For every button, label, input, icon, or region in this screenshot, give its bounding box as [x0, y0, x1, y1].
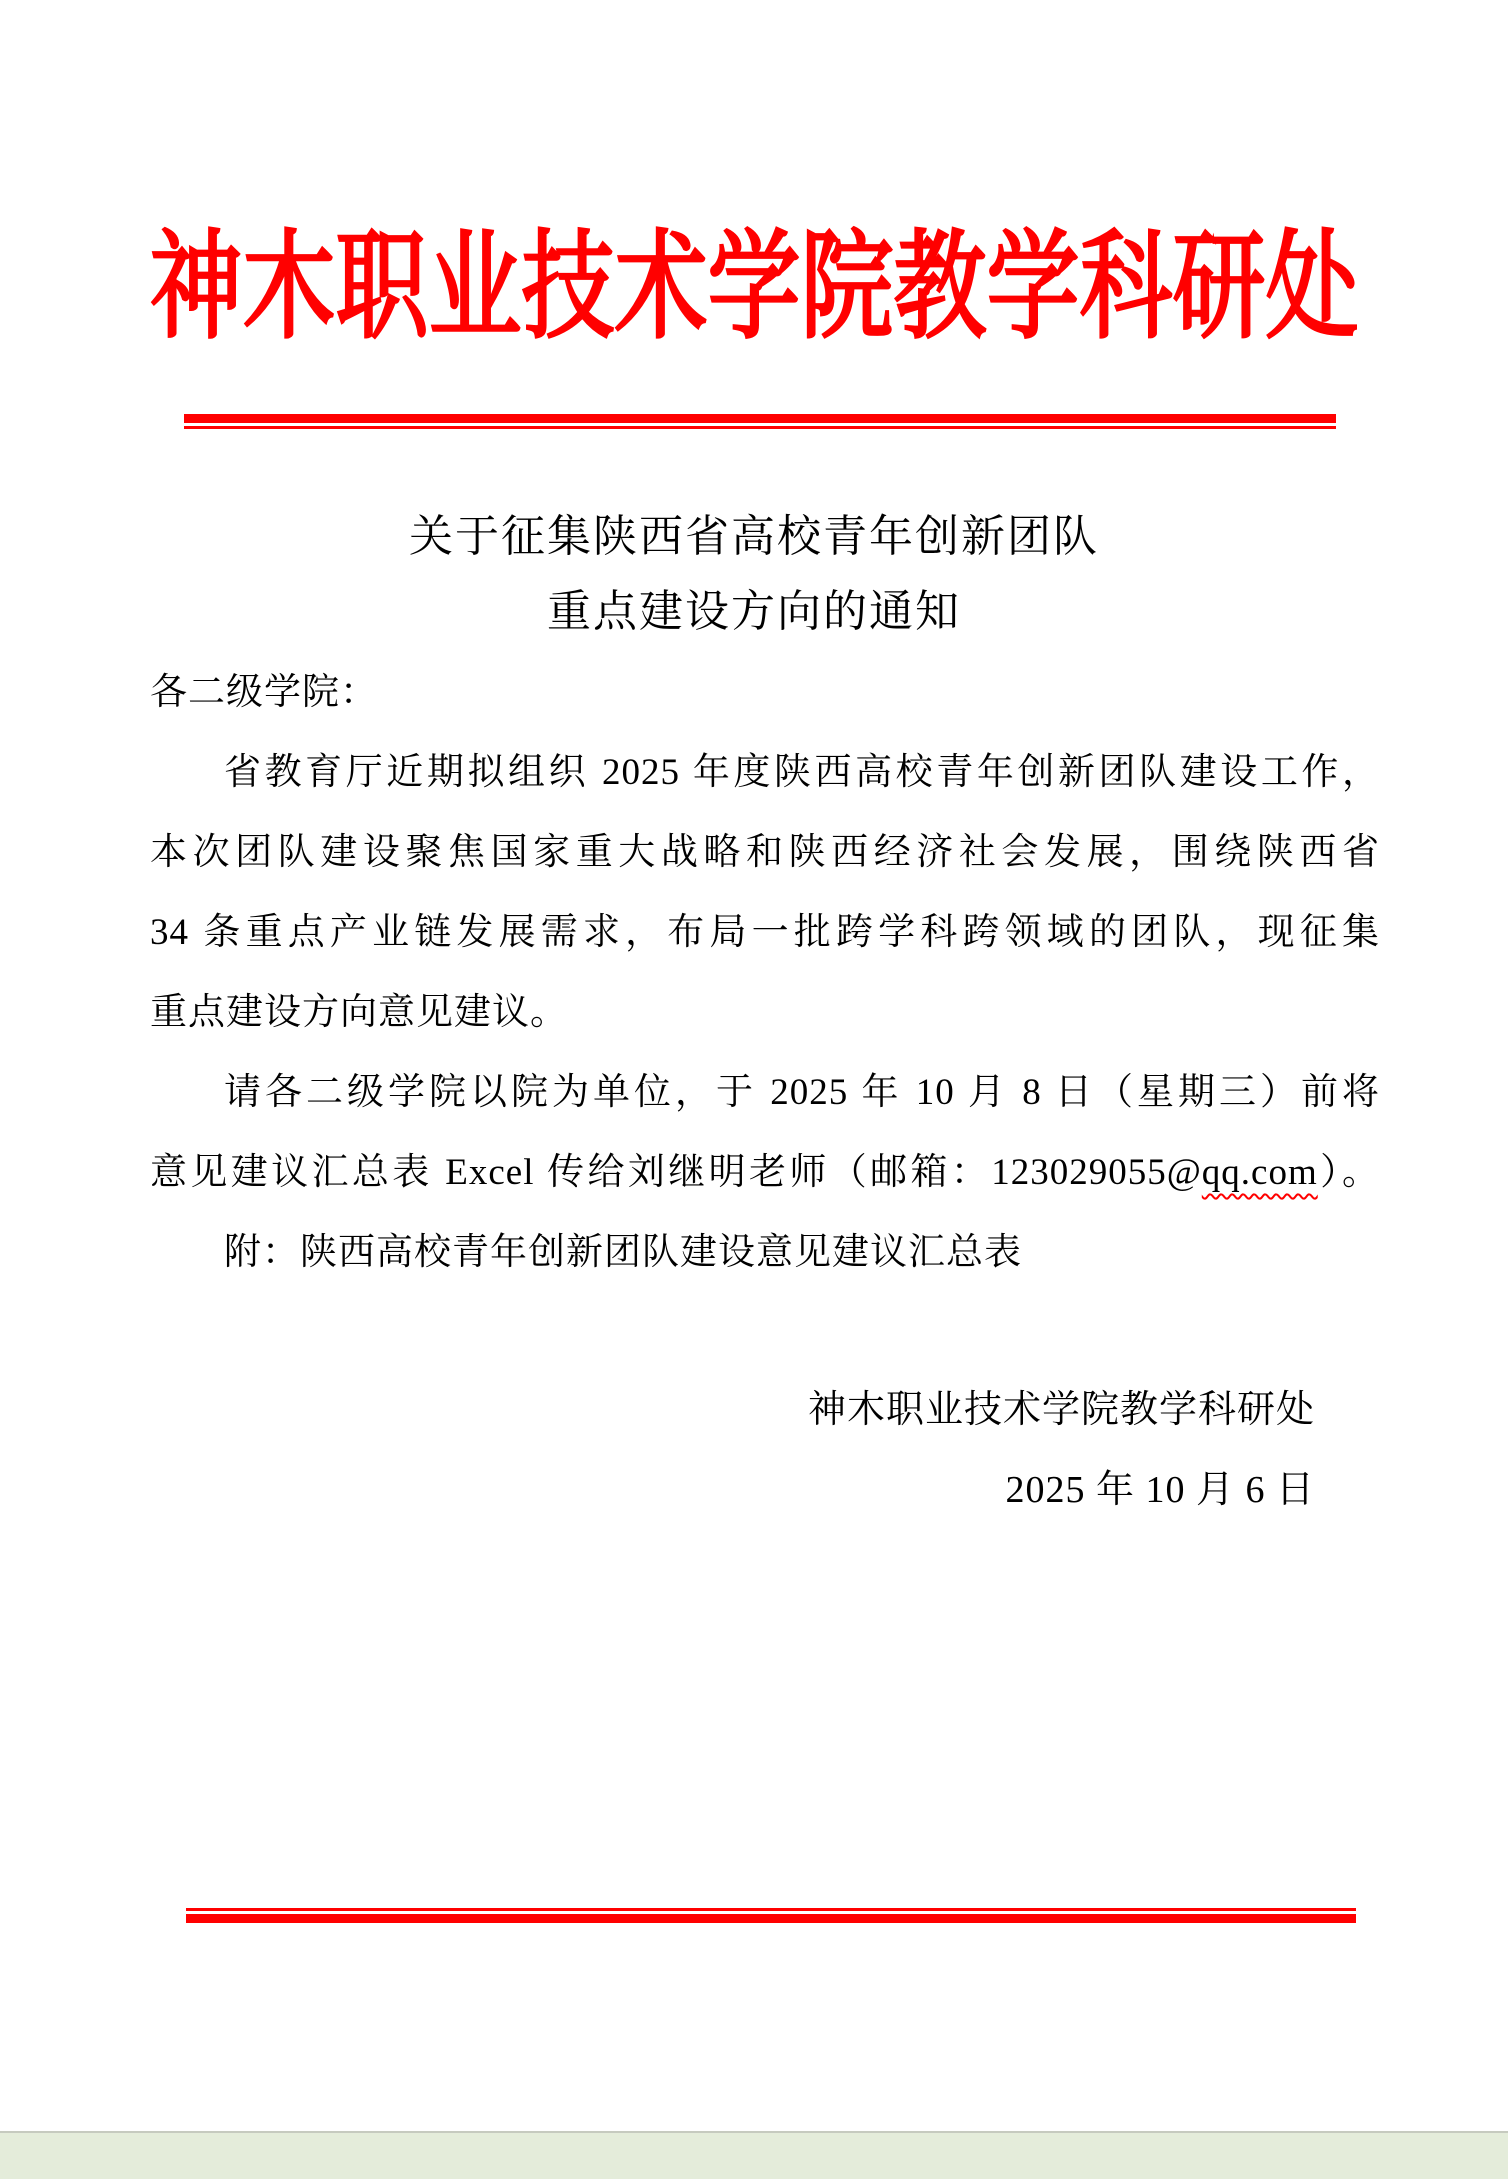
body-line: 请各二级学院以院为单位，于 2025 年 10 月 8 日（星期三）前将 [224, 1072, 1380, 1113]
salutation-line: 各二级学院： [150, 672, 378, 713]
body-line: 重点建设方向意见建议。 [150, 992, 568, 1033]
body-line: 本次团队建设聚焦国家重大战略和陕西经济社会发展，围绕陕西省 [150, 832, 1380, 873]
body-line: 省教育厅近期拟组织 2025 年度陕西高校青年创新团队建设工作， [224, 752, 1380, 793]
email-text-before: 意见建议汇总表 Excel 传给刘继明老师（邮箱：123029055@ [150, 1152, 1202, 1193]
signature-block [808, 1370, 1315, 1530]
footer-band [0, 2131, 1508, 2179]
body-line-email [150, 1133, 1380, 1213]
email-text-after: ）。 [1317, 1152, 1380, 1193]
signature-date: 2025 年 10 月 6 日 [1005, 1469, 1315, 1511]
red-separator-bottom [186, 1908, 1356, 1923]
notice-title [0, 499, 1508, 649]
red-separator-top [184, 414, 1336, 429]
attachment-line: 附：陕西高校青年创新团队建设意见建议汇总表 [224, 1232, 1022, 1273]
signature-org: 神木职业技术学院教学科研处 [807, 1389, 1315, 1431]
notice-body [150, 653, 1380, 1293]
notice-title-line1: 关于征集陕西省高校青年创新团队 [409, 512, 1099, 561]
email-domain-wavy-underline: qq.com [1201, 1152, 1318, 1193]
body-line: 34 条重点产业链发展需求，布局一批跨学科跨领域的团队，现征集 [150, 912, 1380, 953]
notice-title-line2: 重点建设方向的通知 [547, 587, 961, 636]
org-header-title: 神木职业技术学院教学科研处 [149, 222, 1359, 354]
